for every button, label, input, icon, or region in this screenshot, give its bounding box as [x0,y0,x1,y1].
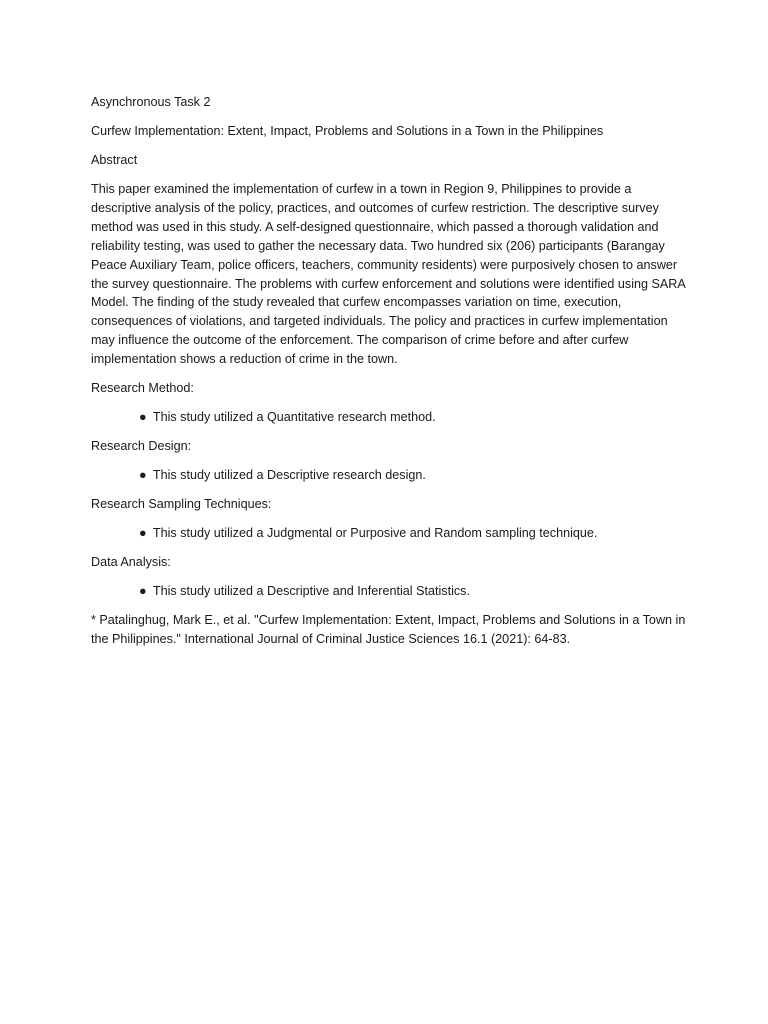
bullet-text: This study utilized a Descriptive research design. [152,468,426,483]
section-data-analysis [91,553,689,601]
abstract-body: This paper examined the implementation of curfew in a town in Region 9, Philippines to provide a descriptive analysis of the policy, practices, and outcomes of curfew restriction. The descriptive survey method was used in this study. A self-designed questionnaire, which passed a thorough validation and reliability testing, was used to gather the necessary data. Two hundred six (206) participants (Barangay Peace Auxiliary Team, police officers, teachers, community residents) were purposively chosen to answer the survey questionnaire. The problems with curfew enforcement and solutions were identified using SARA Model. The finding of the study revealed that curfew encompasses variation on time, execution, consequences of violations, and targeted individuals. The policy and practices in curfew implementation may influence the outcome of the enforcement. The comparison of crime before and after curfew implementation shows a reduction of crime in the town. [91,182,686,367]
section-research-design [91,437,689,485]
document-page [91,93,689,649]
section-sampling-techniques [91,495,689,543]
bullet-icon: ● [139,584,147,599]
bullet-text: This study utilized a Quantitative research method. [152,410,436,425]
bullet-text: This study utilized a Descriptive and Inferential Statistics. [152,584,470,599]
task-label: Asynchronous Task 2 [91,95,211,109]
section-research-method [91,379,689,427]
bullet-icon: ● [139,410,147,425]
list-item [91,466,689,485]
bullet-text: This study utilized a Judgmental or Purposive and Random sampling technique. [152,526,598,541]
bullet-icon: ● [139,526,147,541]
citation: * Patalinghug, Mark E., et al. "Curfew Implementation: Extent, Impact, Problems and Solutions in a Town in the Philippines." International Journal of Criminal Justice Sciences 16.1 (2021): 64-83. [91,613,686,647]
list-item [91,408,689,427]
abstract-heading: Abstract [91,153,138,167]
list-item [91,524,689,543]
document-title: Curfew Implementation: Extent, Impact, Problems and Solutions in a Town in the Philippines [91,124,604,138]
section-heading: Research Sampling Techniques: [91,497,272,512]
list-item [91,582,689,601]
section-heading: Data Analysis: [91,555,171,570]
section-heading: Research Design: [91,439,192,454]
bullet-icon: ● [139,468,147,483]
section-heading: Research Method: [91,381,194,396]
